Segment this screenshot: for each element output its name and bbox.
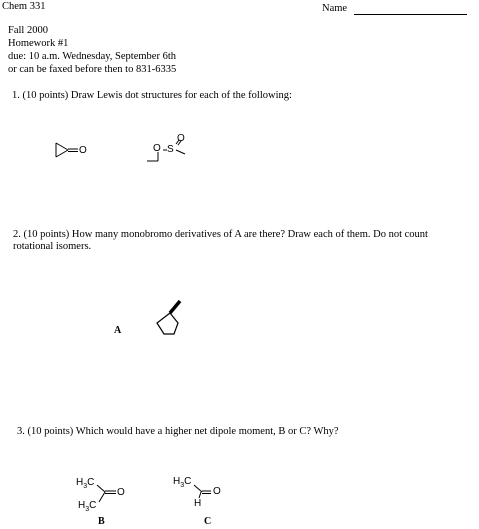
label-c: C [204,516,212,527]
name-label: Name [322,3,348,14]
cyclopropanone-structure [54,140,94,162]
question-2-line-1: 2. (10 points) How many monobromo derivatives of A are there? Draw each of them. Do not count [13,229,428,240]
b-methyl-bottom: $H_3C$ [78,500,97,513]
mol1-oxygen: O [79,145,87,156]
mol2-oxygen-left: O [153,143,161,154]
question-1: 1. (10 points) Draw Lewis dot structures for each of the following: [12,90,292,101]
term: Fall 2000 [8,25,48,36]
due-date: due: 10 a.m. Wednesday, September 6th [8,51,176,62]
b-oxygen: O [117,487,125,498]
c-oxygen: O [213,486,221,497]
name-blank-line [354,14,467,15]
label-a: A [114,325,122,336]
b-methyl-top: $H_3C$ [76,477,95,490]
label-b: B [98,516,105,527]
methylcyclopentane-structure [150,298,190,340]
fax-info: or can be faxed before then to 831-6335 [8,64,177,75]
c-methyl: $H_3C$ [173,476,192,489]
mol2-sulfur: S [167,144,174,155]
question-2-line-2: rotational isomers. [13,241,92,252]
course-title: Chem 331 [2,1,46,12]
c-hydrogen: H [194,498,202,509]
question-3: 3. (10 points) Which would have a higher net dipole moment, B or C? Why? [17,426,339,437]
mol2-oxygen-top: O [177,133,185,144]
homework-number: Homework #1 [8,38,69,49]
